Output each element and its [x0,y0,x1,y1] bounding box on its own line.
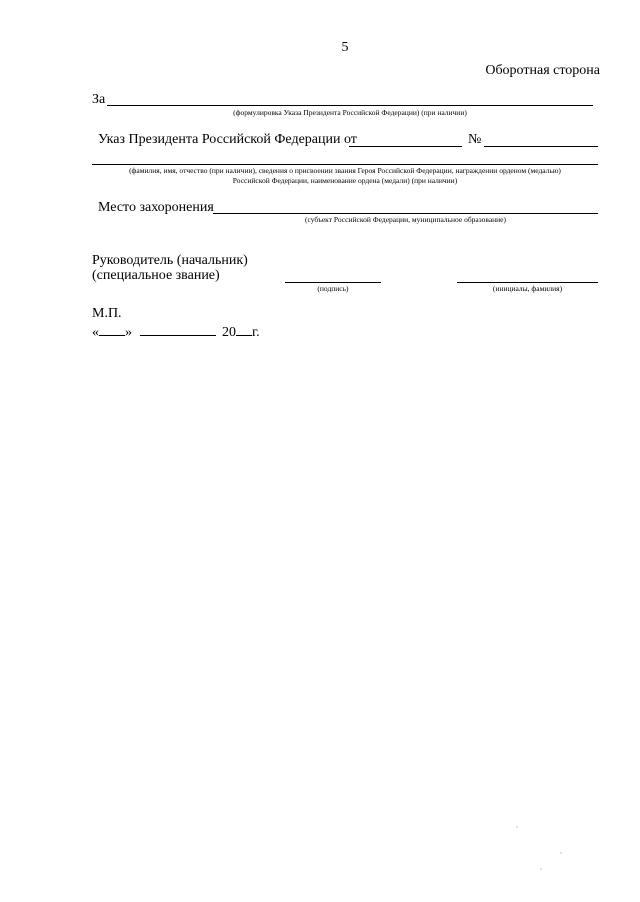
za-field-caption: (формулировка Указа Президента Российской Федерации) (при наличии) [233,108,467,117]
decree-label: Указ Президента Российской Федерации от [98,132,357,147]
head-label-line1: Руководитель (начальник) [92,253,248,268]
burial-place-label: Место захоронения [98,200,214,215]
initials-field-line[interactable] [457,282,598,283]
burial-place-field-line[interactable] [213,213,598,214]
burial-place-caption: (субъект Российской Федерации, муниципальное образование) [304,215,507,224]
scan-speck [516,826,518,828]
scan-speck [540,868,542,870]
head-label-line2: (специальное звание) [92,268,220,283]
date-year-suffix: г. [252,325,260,340]
date-day-field[interactable] [99,323,125,336]
za-field-line[interactable] [107,105,593,106]
date-quote-close: » [125,325,132,340]
date-row [92,323,260,341]
date-year-field[interactable] [236,323,252,336]
scan-speck [560,852,562,854]
stamp-place-label: М.П. [92,306,122,321]
date-quote-open: « [92,325,99,340]
page-number: 5 [341,40,349,55]
signature-caption: (подпись) [317,284,349,293]
name-field-line[interactable] [92,164,598,165]
name-field-caption-line2: Российской Федерации, наименование ордена (медали) (при наличии) [232,176,458,185]
initials-caption: (инициалы, фамилия) [492,284,563,293]
decree-date-field-line[interactable] [349,146,462,147]
date-month-field[interactable] [140,323,216,336]
decree-number-label: № [468,132,482,147]
za-label: За [92,92,106,107]
decree-number-field-line[interactable] [484,146,598,147]
date-century: 20 [222,325,236,340]
name-field-caption-line1: (фамилия, имя, отчество (при наличии), сведения о присвоении звания Героя Российской Федерации, награждении орденом (медалью) [129,166,561,175]
signature-field-line[interactable] [285,282,381,283]
reverse-side-label: Оборотная сторона [485,63,600,78]
